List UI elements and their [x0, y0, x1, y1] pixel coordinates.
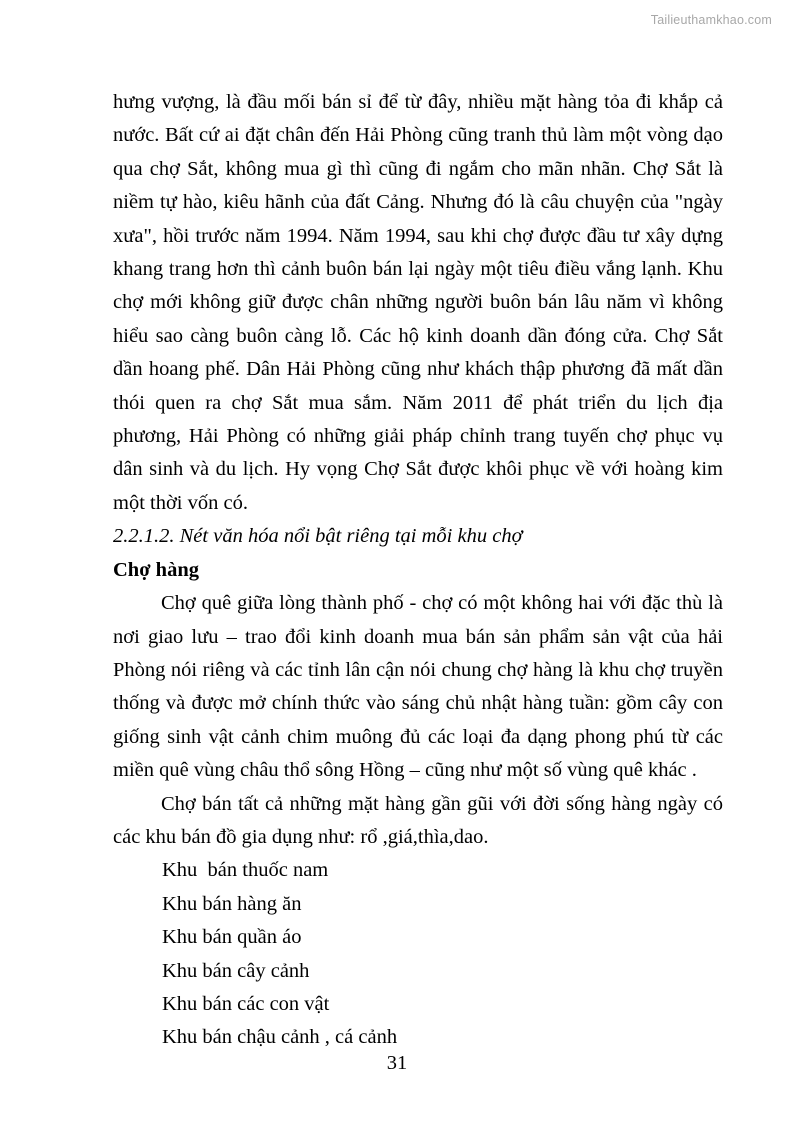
list-item: Khu bán chậu cảnh , cá cảnh	[162, 1026, 398, 1049]
page-content	[113, 86, 723, 1055]
watermark-text: Tailieuthamkhao.com	[650, 13, 772, 27]
paragraph-cho-que: Chợ quê giữa lòng thành phố - chợ có một không hai với đặc thù là nơi giao lưu – trao đổi kinh doanh mua bán sản phẩm sản vật của hải Phòng nói riêng và các tỉnh lân cận nói chung chợ hàng là khu chợ truyền thống và được mở chính thức vào sáng chủ nhật hàng tuần: gồm cây con giống sinh vật cảnh chim muông đủ các loại đa dạng phong phú từ các miền quê vùng châu thổ sông Hồng – cũng như một số vùng quê khác .	[113, 592, 723, 782]
section-heading: 2.2.1.2. Nét văn hóa nổi bật riêng tại mỗi khu chợ	[113, 525, 523, 548]
list-item: Khu bán hàng ăn	[162, 892, 302, 915]
subsection-heading: Chợ hàng	[113, 558, 199, 581]
paragraph-cho-ban: Chợ bán tất cả những mặt hàng gần gũi với đời sống hàng ngày có các khu bán đồ gia dụng như: rổ ,giá,thìa,dao.	[113, 792, 723, 848]
page-number: 31	[386, 1052, 408, 1074]
list-item: Khu bán cây cảnh	[162, 959, 310, 982]
paragraph-continued: hưng vượng, là đầu mối bán sỉ để từ đây, nhiều mặt hàng tỏa đi khắp cả nước. Bất cứ ai đặt chân đến Hải Phòng cũng tranh thủ làm một vòng dạo qua chợ Sắt, không mua gì thì cũng đi ngắm cho mãn nhãn. Chợ Sắt là niềm tự hào, kiêu hãnh của đất Cảng. Nhưng đó là câu chuyện của "ngày xưa", hồi trước năm 1994. Năm 1994, sau khi chợ được đầu tư xây dựng khang trang hơn thì cảnh buôn bán lại ngày một tiêu điều vắng lạnh. Khu chợ mới không giữ được chân những người buôn bán lâu năm vì không hiểu sao càng buôn càng lỗ. Các hộ kinh doanh dần đóng cửa. Chợ Sắt dần hoang phế. Dân Hải Phòng cũng như khách thập phương đã mất dần thói quen ra chợ Sắt mua sắm. Năm 2011 để phát triển du lịch địa phương, Hải Phòng có những giải pháp chỉnh trang tuyến chợ phục vụ dân sinh và du lịch. Hy vọng Chợ Sắt được khôi phục về với hoàng kim một thời vốn có.	[113, 91, 723, 514]
market-sections-list	[113, 854, 723, 1054]
list-item: Khu bán quần áo	[162, 926, 302, 949]
list-item: Khu bán thuốc nam	[162, 859, 329, 882]
list-item: Khu bán các con vật	[162, 992, 330, 1015]
